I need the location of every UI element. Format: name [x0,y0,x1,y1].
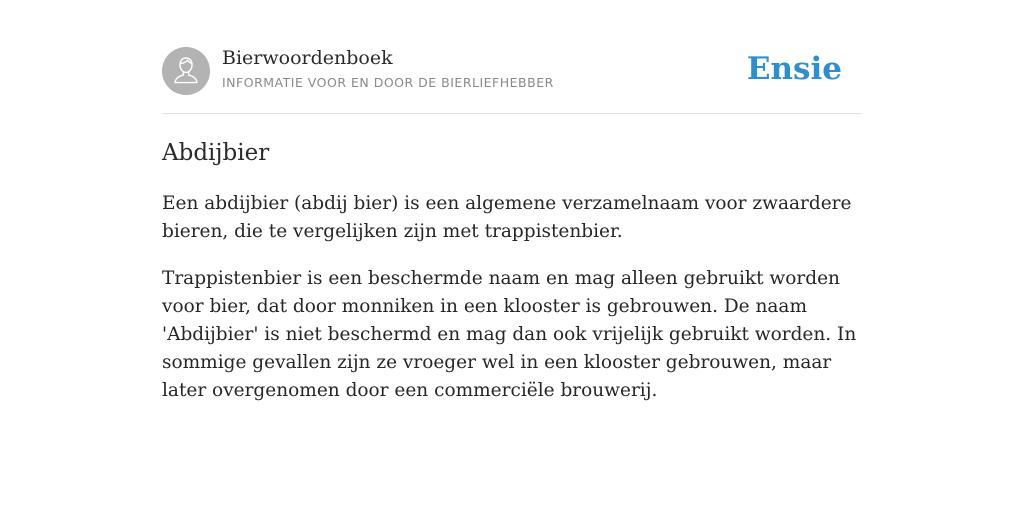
site-subtitle: INFORMATIE VOOR EN DOOR DE BIERLIEFHEBBER [222,75,554,90]
page [162,0,862,512]
site-title[interactable]: Bierwoordenboek [222,47,393,69]
avatar[interactable] [162,47,210,95]
user-placeholder-icon [162,47,210,95]
header-divider [162,113,862,114]
definition-paragraph: Een abdijbier (abdij bier) is een algemene verzamelnaam voor zwaardere bieren, die te vergelijken zijn met trappistenbier. [162,193,852,242]
entry-term: Abdijbier [162,140,270,166]
header [162,46,862,96]
entry-definition [162,190,862,424]
brand-logo[interactable]: Ensie [746,51,842,87]
definition-paragraph: Trappistenbier is een beschermde naam en mag alleen gebruikt worden voor bier, dat door monniken in een klooster is gebrouwen. De naam 'Abdijbier' is niet beschermd en mag dan ook vrijelijk gebruikt worden. In sommige gevallen zijn ze vroeger wel in een klooster gebrouwen, maar later overgenomen door een commerciële brouwerij. [162,268,857,401]
